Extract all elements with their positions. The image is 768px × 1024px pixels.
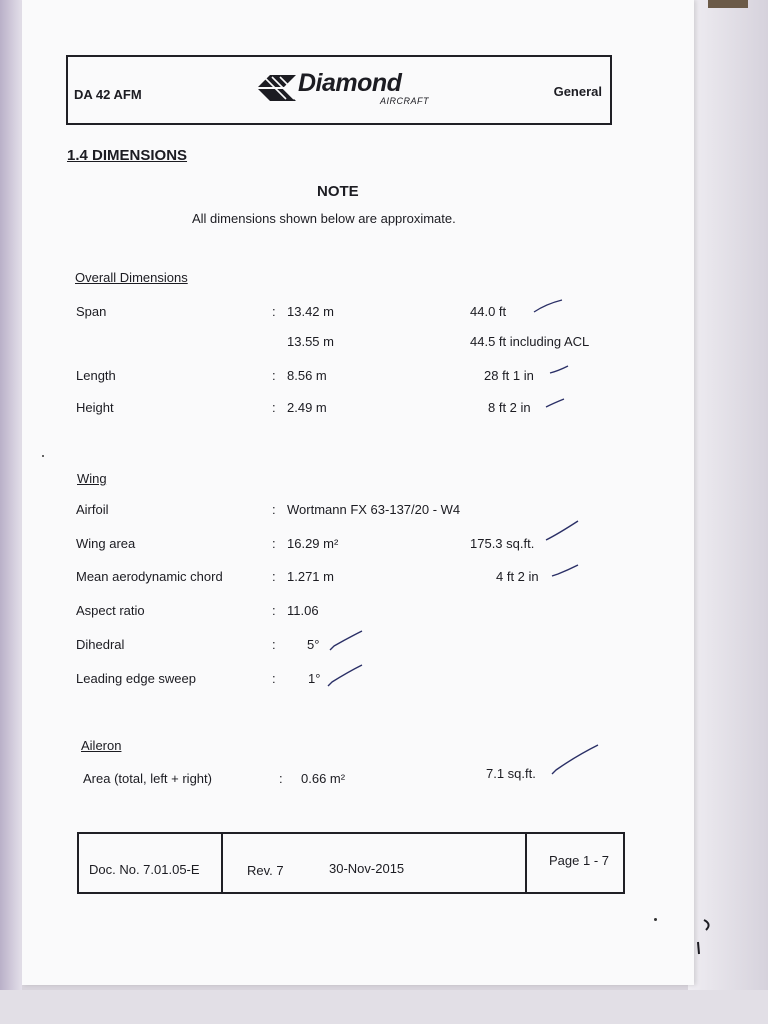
page-number: Page 1 - 7 xyxy=(549,853,609,868)
row-label: Wing area xyxy=(76,536,136,551)
row-colon: : xyxy=(272,368,276,383)
background-left xyxy=(0,0,22,1024)
row-value: Wortmann FX 63-137/20 - W4 xyxy=(287,502,461,517)
row-imperial: 4 ft 2 in xyxy=(496,569,539,584)
table-row xyxy=(22,502,694,522)
row-colon: : xyxy=(272,671,276,686)
row-label: Height xyxy=(76,400,114,415)
row-label: Aspect ratio xyxy=(76,603,145,618)
row-label: Dihedral xyxy=(76,637,125,652)
row-value: 1.271 m xyxy=(287,569,334,584)
row-label: Span xyxy=(76,304,107,319)
document-page xyxy=(22,0,694,985)
row-imperial: 8 ft 2 in xyxy=(488,400,531,415)
row-colon: : xyxy=(272,569,276,584)
row-colon: : xyxy=(272,536,276,551)
doc-category: General xyxy=(553,84,602,99)
row-value: 13.42 m xyxy=(287,304,334,319)
row-colon: : xyxy=(272,304,276,319)
checkmark-icon xyxy=(328,628,364,654)
row-value: 5° xyxy=(307,637,320,652)
row-colon: : xyxy=(272,603,276,618)
row-label: Length xyxy=(76,368,116,383)
aileron-title: Aileron xyxy=(81,738,122,753)
row-label: Mean aerodynamic chord xyxy=(76,569,223,584)
note-text: All dimensions shown below are approximate. xyxy=(192,211,456,226)
row-value: 11.06 xyxy=(287,603,319,618)
row-value: 0.66 m² xyxy=(301,771,346,786)
overall-dimensions-title: Overall Dimensions xyxy=(75,270,188,285)
wing-title: Wing xyxy=(77,471,107,486)
row-value: 1° xyxy=(308,671,321,686)
row-label: Area (total, left + right) xyxy=(83,771,212,786)
page-header xyxy=(66,55,612,125)
diamond-logo xyxy=(256,71,446,111)
table-row xyxy=(22,368,694,388)
row-imperial: 28 ft 1 in xyxy=(484,368,534,383)
checkmark-icon xyxy=(326,662,364,690)
table-row xyxy=(22,603,694,623)
table-row xyxy=(22,536,694,556)
table-row xyxy=(22,334,694,354)
row-colon: : xyxy=(279,771,283,786)
doc-number: Doc. No. 7.01.05-E xyxy=(89,862,200,877)
revision: Rev. 7 xyxy=(247,863,284,878)
binder-tab xyxy=(708,0,748,8)
row-label: Leading edge sweep xyxy=(76,671,196,686)
row-imperial: 44.5 ft including ACL xyxy=(470,334,590,349)
handwriting-mark-icon xyxy=(696,916,720,956)
doc-title: DA 42 AFM xyxy=(74,87,142,102)
page-footer xyxy=(77,832,625,894)
row-imperial: 44.0 ft xyxy=(470,304,507,319)
checkmark-icon xyxy=(548,363,570,377)
revision-date: 30-Nov-2015 xyxy=(329,861,405,876)
row-label: Airfoil xyxy=(76,502,109,517)
brand-name: Diamond xyxy=(298,69,402,97)
checkmark-icon xyxy=(544,518,580,544)
background-right xyxy=(688,0,768,1024)
checkmark-icon xyxy=(544,396,566,410)
row-colon: : xyxy=(272,637,276,652)
paper-speck xyxy=(42,455,44,457)
row-imperial: 175.3 sq.ft. xyxy=(470,536,535,551)
row-colon: : xyxy=(272,400,276,415)
table-row xyxy=(22,304,694,324)
row-value: 16.29 m² xyxy=(287,536,339,551)
checkmark-icon xyxy=(550,742,600,778)
brand-subtitle: AIRCRAFT xyxy=(380,96,429,106)
row-value: 13.55 m xyxy=(287,334,334,349)
row-colon: : xyxy=(272,502,276,517)
checkmark-icon xyxy=(532,298,564,316)
row-imperial: 7.1 sq.ft. xyxy=(486,766,536,781)
background-bottom xyxy=(0,990,768,1024)
paper-speck xyxy=(654,918,657,921)
table-row xyxy=(22,569,694,589)
note-title: NOTE xyxy=(317,183,359,200)
row-value: 2.49 m xyxy=(287,400,327,415)
diamond-logo-icon xyxy=(256,73,298,103)
section-title: 1.4 DIMENSIONS xyxy=(67,147,188,164)
row-value: 8.56 m xyxy=(287,368,327,383)
checkmark-icon xyxy=(550,562,580,580)
table-row xyxy=(22,400,694,420)
